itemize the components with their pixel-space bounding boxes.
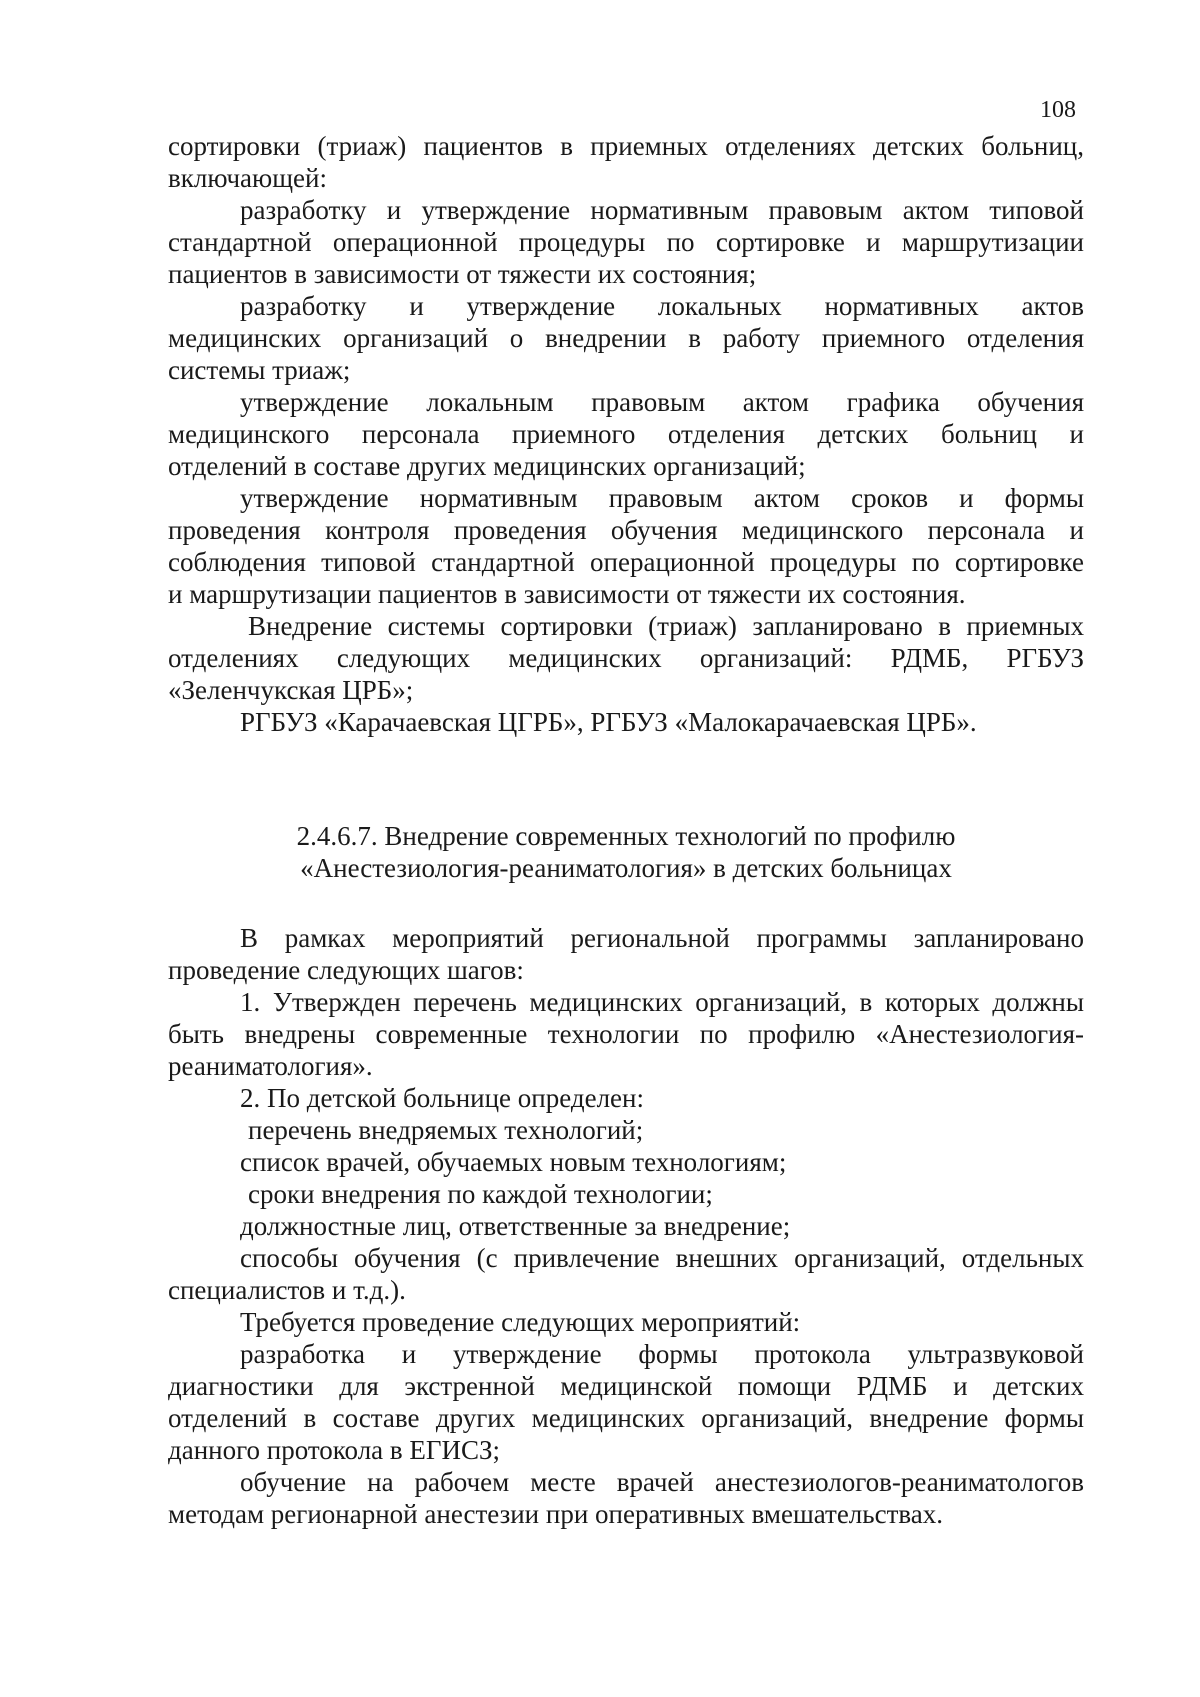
text-line: стандартной операционной процедуры по сортировке и маршрутизации [168, 227, 1084, 257]
text-line: В рамках мероприятий региональной программы запланировано [240, 923, 1084, 953]
text-line: 1. Утвержден перечень медицинских организаций, в которых должны [240, 987, 1084, 1017]
text-line: способы обучения (с привлечение внешних организаций, отдельных [240, 1243, 1084, 1273]
text-line: методам регионарной анестезии при оперативных вмешательствах. [168, 1499, 943, 1529]
text-line: пациентов в зависимости от тяжести их состояния; [168, 259, 757, 289]
text-line: данного протокола в ЕГИСЗ; [168, 1435, 501, 1465]
text-line: утверждение нормативным правовым актом сроков и формы [240, 483, 1084, 513]
text-line: РГБУЗ «Карачаевская ЦГРБ», РГБУЗ «Малокарачаевская ЦРБ». [240, 707, 977, 737]
text-line: реаниматология». [168, 1051, 373, 1081]
text-line: список врачей, обучаемых новым технологиям; [240, 1147, 787, 1177]
text-line: проведения контроля проведения обучения медицинского персонала и [168, 515, 1084, 545]
text-line: должностные лиц, ответственные за внедрение; [240, 1211, 791, 1241]
text-line: отделениях следующих медицинских организаций: РДМБ, РГБУЗ [168, 643, 1084, 673]
text-line: соблюдения типовой стандартной операционной процедуры по сортировке [168, 547, 1084, 577]
text-line: сортировки (триаж) пациентов в приемных отделениях детских больниц, [168, 131, 1084, 161]
text-line: сроки внедрения по каждой технологии; [248, 1179, 713, 1209]
text-line: отделений в составе других медицинских организаций; [168, 451, 806, 481]
text-line: быть внедрены современные технологии по профилю «Анестезиология- [168, 1019, 1084, 1049]
text-line: обучение на рабочем месте врачей анестезиологов-реаниматологов [240, 1467, 1084, 1497]
text-line: проведение следующих шагов: [168, 955, 524, 985]
section-heading-line: 2.4.6.7. Внедрение современных технологий по профилю [296, 821, 956, 851]
text-line: перечень внедряемых технологий; [248, 1115, 644, 1145]
text-line: отделений в составе других медицинских организаций, внедрение формы [168, 1403, 1084, 1433]
text-line: разработку и утверждение нормативным правовым актом типовой [240, 195, 1084, 225]
text-line: 2. По детской больнице определен: [240, 1083, 644, 1113]
text-line: медицинских организаций о внедрении в работу приемного отделения [168, 323, 1084, 353]
text-line: разработку и утверждение локальных нормативных актов [240, 291, 1084, 321]
text-line: медицинского персонала приемного отделения детских больниц и [168, 419, 1084, 449]
text-line: специалистов и т.д.). [168, 1275, 406, 1305]
text-line: и маршрутизации пациентов в зависимости от тяжести их состояния. [168, 579, 966, 609]
text-line: системы триаж; [168, 355, 351, 385]
text-line: диагностики для экстренной медицинской помощи РДМБ и детских [168, 1371, 1084, 1401]
text-line: включающей: [168, 163, 327, 193]
text-line: утверждение локальным правовым актом графика обучения [240, 387, 1084, 417]
text-line: «Зеленчукская ЦРБ»; [168, 675, 414, 705]
text-line: Внедрение системы сортировки (триаж) запланировано в приемных [248, 611, 1084, 641]
page-number: 108 [1040, 97, 1076, 123]
text-line: разработка и утверждение формы протокола ультразвуковой [240, 1339, 1084, 1369]
section-heading-line: «Анестезиология-реаниматология» в детских больницах [300, 853, 952, 883]
text-line: Требуется проведение следующих мероприятий: [240, 1307, 801, 1337]
